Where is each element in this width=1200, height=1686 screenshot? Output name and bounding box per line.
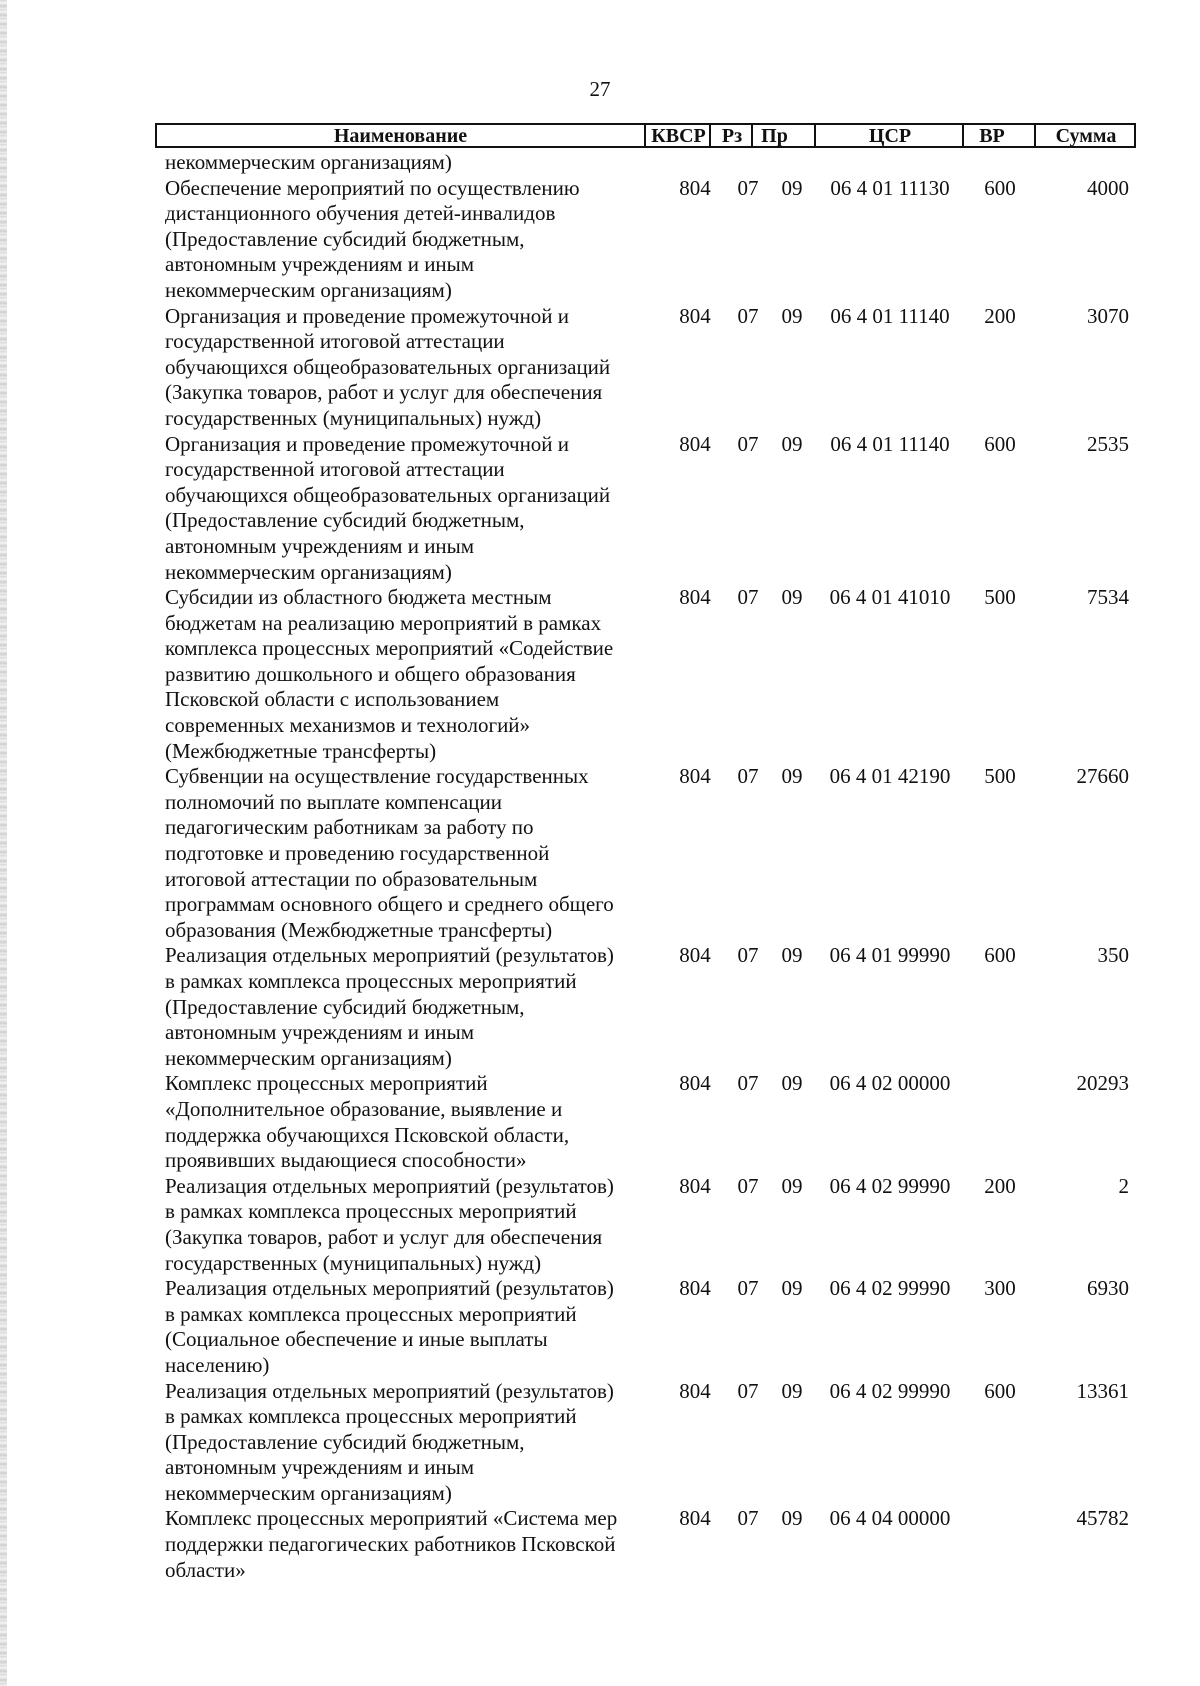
row-name: Комплекс процессных мероприятий «Система мер поддержки педагогических работников Псковской области» [165, 1506, 618, 1582]
row-csr: 06 4 02 99990 [829, 1276, 951, 1301]
row-rz: 07 [737, 175, 759, 200]
row-kvsr: 804 [679, 1071, 711, 1096]
row-name: Реализация отдельных мероприятий (результатов) в рамках комплекса процессных мероприятий (Социальное обеспечение и иные выплаты населению) [165, 1276, 614, 1377]
header-gap-2 [1018, 125, 1034, 146]
row-vr: 200 [984, 1173, 1016, 1198]
row-name: Организация и проведение промежуточной и государственной итоговой аттестации обучающихся общеобразовательных организаций (Предоставление субсидий бюджетным, автономным учреждениям и иным некоммерческим организациям) [165, 431, 611, 584]
row-name: Субвенции на осуществление государственных полномочий по выплате компенсации педагогическим работникам за работу по подготовке и проведению государственной итоговой аттестации по образовательным программам основного общего и среднего общего образования (Межбюджетные трансферты) [165, 764, 614, 942]
row-pr: 09 [781, 1506, 803, 1531]
table-row [165, 943, 1129, 1071]
row-csr: 06 4 02 99990 [829, 1378, 951, 1403]
row-vr: 200 [984, 303, 1016, 328]
scan-edge [0, 0, 7, 1686]
row-sum: 27660 [1076, 764, 1129, 789]
row-vr: 600 [984, 1378, 1016, 1403]
row-rz: 07 [737, 1071, 759, 1096]
table-row [165, 585, 1129, 764]
row-name: Реализация отдельных мероприятий (результатов) в рамках комплекса процессных мероприятий (Предоставление субсидий бюджетным, автономным учреждениям и иным некоммерческим организациям) [165, 943, 614, 1070]
row-sum: 3070 [1087, 303, 1129, 328]
row-kvsr: 804 [679, 1173, 711, 1198]
row-rz: 07 [737, 431, 759, 456]
row-pr: 09 [781, 431, 803, 456]
row-kvsr: 804 [679, 303, 711, 328]
row-vr: 600 [984, 175, 1016, 200]
row-rz: 07 [737, 585, 759, 610]
row-vr: 600 [984, 431, 1016, 456]
row-sum: 2 [1118, 1173, 1129, 1198]
row-pr: 09 [781, 1071, 803, 1096]
header-kvsr: КВСР [644, 125, 711, 146]
row-csr: 06 4 02 00000 [829, 1071, 951, 1096]
row-rz: 07 [737, 303, 759, 328]
table-row [165, 1276, 1129, 1378]
row-name: некоммерческим организациям) [165, 150, 452, 174]
table-row [165, 764, 1129, 943]
row-name: Организация и проведение промежуточной и государственной итоговой аттестации обучающихся общеобразовательных организаций (Закупка товаров, работ и услуг для обеспечения государственных (муниципальных) нужд) [165, 303, 611, 430]
row-rz: 07 [737, 764, 759, 789]
row-pr: 09 [781, 175, 803, 200]
header-csr: ЦСР [814, 125, 964, 146]
row-pr: 09 [781, 1173, 803, 1198]
row-sum: 6930 [1087, 1276, 1129, 1301]
row-csr: 06 4 02 99990 [829, 1173, 951, 1198]
row-csr: 06 4 01 11130 [830, 175, 950, 200]
table-row [165, 176, 1129, 304]
row-csr: 06 4 01 11140 [830, 303, 950, 328]
row-name: Комплекс процессных мероприятий «Дополнительное образование, выявление и поддержка обучающихся Псковской области, проявивших выдающиеся способности» [165, 1071, 570, 1173]
table-row [165, 432, 1129, 586]
table-row [165, 150, 1129, 176]
table-header [155, 123, 1136, 148]
row-csr: 06 4 01 41010 [829, 585, 951, 610]
page-number: 27 [589, 77, 611, 101]
row-kvsr: 804 [679, 1506, 711, 1531]
row-rz: 07 [737, 1173, 759, 1198]
row-sum: 350 [1097, 943, 1129, 968]
row-name: Реализация отдельных мероприятий (результатов) в рамках комплекса процессных мероприятий (Предоставление субсидий бюджетным, автономным учреждениям и иным некоммерческим организациям) [165, 1378, 614, 1505]
row-name: Обеспечение мероприятий по осуществлению дистанционного обучения детей-инвалидов (Предоставление субсидий бюджетным, автономным учреждениям и иным некоммерческим организациям) [165, 175, 580, 302]
table-row [165, 304, 1129, 432]
row-vr: 500 [984, 585, 1016, 610]
row-csr: 06 4 04 00000 [829, 1506, 951, 1531]
row-kvsr: 804 [679, 764, 711, 789]
table-row [165, 1379, 1129, 1507]
row-name: Реализация отдельных мероприятий (результатов) в рамках комплекса процессных мероприятий (Закупка товаров, работ и услуг для обеспечения государственных (муниципальных) нужд) [165, 1173, 614, 1275]
row-csr: 06 4 01 99990 [829, 943, 951, 968]
row-rz: 07 [737, 1506, 759, 1531]
row-csr: 06 4 01 11140 [830, 431, 950, 456]
row-kvsr: 804 [679, 943, 711, 968]
row-kvsr: 804 [679, 431, 711, 456]
row-sum: 45782 [1076, 1506, 1129, 1531]
row-sum: 2535 [1087, 431, 1129, 456]
row-sum: 7534 [1087, 585, 1129, 610]
row-csr: 06 4 01 42190 [829, 764, 951, 789]
row-pr: 09 [781, 585, 803, 610]
row-rz: 07 [737, 1276, 759, 1301]
row-pr: 09 [781, 943, 803, 968]
header-pr: Пр [751, 125, 796, 146]
row-sum: 20293 [1076, 1071, 1129, 1096]
row-rz: 07 [737, 1378, 759, 1403]
row-name: Субсидии из областного бюджета местным бюджетам на реализацию мероприятий в рамках комплекса процессных мероприятий «Содействие развитию дошкольного и общего образования Псковской области с использованием современных механизмов и технологий» (Межбюджетные трансферты) [165, 585, 614, 763]
row-vr: 300 [984, 1276, 1016, 1301]
row-pr: 09 [781, 1378, 803, 1403]
header-sum: Сумма [1034, 125, 1136, 146]
row-vr: 600 [984, 943, 1016, 968]
row-pr: 09 [781, 764, 803, 789]
table-row [165, 1506, 1129, 1583]
header-gap [794, 125, 814, 146]
row-kvsr: 804 [679, 175, 711, 200]
row-pr: 09 [781, 303, 803, 328]
row-kvsr: 804 [679, 585, 711, 610]
table-row [165, 1174, 1129, 1276]
table-body [165, 150, 1129, 1583]
row-sum: 13361 [1076, 1378, 1129, 1403]
table-row [165, 1071, 1129, 1173]
header-rz: Рз [709, 125, 753, 146]
header-name: Наименование [333, 125, 468, 147]
row-sum: 4000 [1087, 175, 1129, 200]
header-vr: ВР [962, 125, 1020, 146]
row-kvsr: 804 [679, 1276, 711, 1301]
row-pr: 09 [781, 1276, 803, 1301]
row-rz: 07 [737, 943, 759, 968]
row-kvsr: 804 [679, 1378, 711, 1403]
row-vr: 500 [984, 764, 1016, 789]
